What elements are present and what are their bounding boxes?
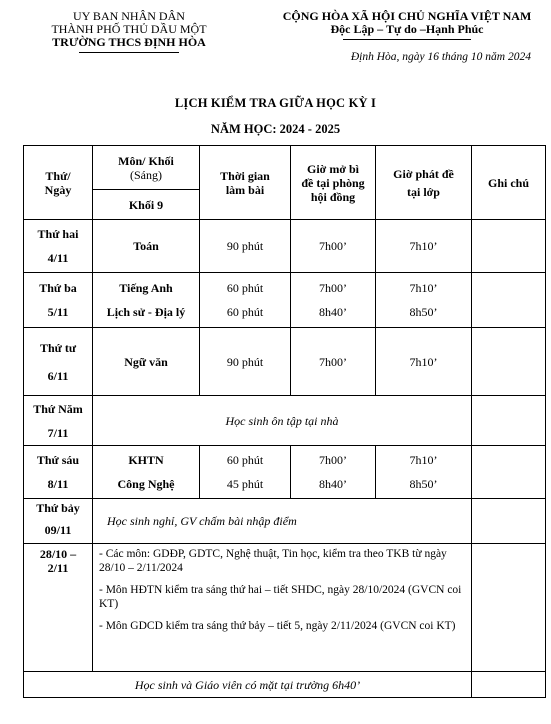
note-line-1: - Các môn: GDĐP, GDTC, Nghệ thuật, Tin học, kiểm tra theo TKB từ ngày 28/10 – 2/11/2024 — [99, 548, 447, 574]
subject-cell: Toán — [93, 220, 200, 273]
day-cell: Thứ ba 5/11 — [24, 273, 93, 328]
duration-cell: 90 phút — [200, 328, 291, 396]
date-range-cell: 28/10 – 2/11 — [24, 544, 93, 672]
note-line-2: - Môn HĐTN kiểm tra sáng thứ hai – tiết SHDC, ngày 28/10/2024 (GVCN coi KT) — [99, 584, 462, 610]
note-cell — [472, 499, 546, 544]
open-time-cell: 7h00’ — [291, 220, 376, 273]
issue-time-cell: 7h10’ 8h50’ — [376, 273, 472, 328]
note-cell — [472, 544, 546, 672]
table-row — [24, 499, 546, 544]
issuer-line-1: UY BAN NHÂN DÂN — [73, 9, 185, 23]
day-cell: Thứ Năm 7/11 — [24, 396, 93, 446]
footer-message: Học sinh và Giáo viên có mặt tại trường 6h40’ — [24, 672, 472, 698]
document-date: Định Hòa, ngày 16 tháng 10 năm 2024 — [350, 51, 531, 63]
table-row — [24, 672, 546, 698]
open-time-cell: 7h00’ — [291, 328, 376, 396]
subject-cell: KHTN Công Nghệ — [93, 446, 200, 499]
note-cell — [472, 396, 546, 446]
school-name: TRƯỜNG THCS ĐỊNH HÒA — [52, 35, 206, 49]
notes-cell — [93, 544, 472, 672]
col-header-subject: Môn/ Khối (Sáng) — [93, 146, 200, 190]
table-row — [24, 396, 546, 446]
col-header-open-time: Giờ mở bì đề tại phòng hội đồng — [291, 146, 376, 220]
national-motto: Độc Lập – Tự do –Hạnh Phúc — [330, 22, 484, 36]
issue-time-cell: 7h10’ — [376, 220, 472, 273]
col-header-note: Ghi chú — [472, 146, 546, 220]
note-cell — [472, 328, 546, 396]
day-cell: Thứ hai 4/11 — [24, 220, 93, 273]
col-header-day: Thứ/ Ngày — [24, 146, 93, 220]
table-row — [24, 446, 546, 499]
note-line-3: - Môn GDCD kiểm tra sáng thứ bảy – tiết 5, ngày 2/11/2024 (GVCN coi KT) — [99, 620, 456, 632]
note-cell — [472, 446, 546, 499]
table-row — [24, 273, 546, 328]
col-header-issue-time: Giờ phát đề tại lớp — [376, 146, 472, 220]
day-message: Học sinh nghỉ, GV chấm bài nhập điểm — [93, 499, 472, 544]
note-cell — [472, 273, 546, 328]
table-row — [24, 220, 546, 273]
issue-time-cell: 7h10’ 8h50’ — [376, 446, 472, 499]
issuer-block — [30, 10, 228, 53]
open-time-cell: 7h00’ 8h40’ — [291, 446, 376, 499]
issuer-underline — [79, 52, 179, 53]
duration-cell: 60 phút 60 phút — [200, 273, 291, 328]
table-row — [24, 544, 546, 672]
school-year: NĂM HỌC: 2024 - 2025 — [210, 122, 341, 136]
col-header-duration: Thời gian làm bài — [200, 146, 291, 220]
issue-time-cell: 7h10’ — [376, 328, 472, 396]
duration-cell: 60 phút 45 phút — [200, 446, 291, 499]
subject-cell: Tiếng Anh Lịch sử - Địa lý — [93, 273, 200, 328]
document-title: LỊCH KIỂM TRA GIỮA HỌC KỲ I — [174, 96, 377, 110]
duration-cell: 90 phút — [200, 220, 291, 273]
day-message: Học sinh ôn tập tại nhà — [93, 396, 472, 446]
open-time-cell: 7h00’ 8h40’ — [291, 273, 376, 328]
col-header-grade: Khối 9 — [93, 190, 200, 220]
exam-schedule-table — [23, 145, 546, 698]
national-heading — [268, 10, 546, 40]
motto-underline — [343, 39, 471, 40]
day-cell: Thứ bảy 09/11 — [24, 499, 93, 544]
note-cell — [472, 220, 546, 273]
day-cell: Thứ sáu 8/11 — [24, 446, 93, 499]
day-cell: Thứ tư 6/11 — [24, 328, 93, 396]
subject-cell: Ngữ văn — [93, 328, 200, 396]
table-row — [24, 328, 546, 396]
issuer-line-2: THÀNH PHỐ THỦ DẦU MỘT — [51, 22, 207, 36]
country-name: CỘNG HÒA XÃ HỘI CHỦ NGHĨA VIỆT NAM — [282, 9, 532, 23]
note-cell — [472, 672, 546, 698]
